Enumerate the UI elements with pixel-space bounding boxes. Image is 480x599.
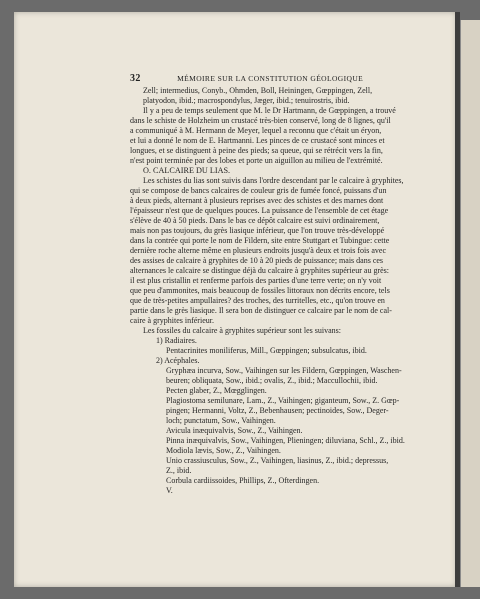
text-line: Avicula inæquivalvis, Sow., Z., Vaihingen.: [166, 426, 303, 435]
body-text: [130, 86, 435, 496]
text-line: beuren; obliquata, Sow., ibid.; ovalis, Z., ibid.; Maccullochii, ibid.: [166, 376, 378, 385]
text-line: s'élève de 40 à 50 pieds. Dans le bas ce dépôt calcaire est suivi ordinairement,: [130, 216, 380, 225]
text-line: Les schistes du lias sont suivis dans l'ordre descendant par le calcaire à gryphites,: [143, 176, 404, 185]
running-head: [130, 73, 435, 84]
text-line: Corbula cardiissoides, Phillips, Z., Ofterdingen.: [166, 476, 320, 485]
text-line: partie dans le grès liasique. Il sera bon de distinguer ce calcaire par le nom de cal-: [130, 306, 392, 315]
text-line: O. CALCAIRE DU LIAS.: [143, 166, 231, 175]
text-line: et lui a donné le nom de E. Hartmanni. Les pinces de ce crustacé sont minces et: [130, 136, 385, 145]
text-line: qui se compose de bancs calcaires de couleur gris de fumée foncé, puissans d'un: [130, 186, 387, 195]
text-line: dans la contrée qui porte le nom de Fildern, site entre Stuttgart et Tubingue: cette: [130, 236, 390, 245]
text-line: mais non pas toujours, du grès liasique inférieur, que l'on trouve très-développé: [130, 226, 385, 235]
text-line: loch; punctatum, Sow., Vaihingen.: [166, 416, 276, 425]
text-line: Zell; intermedius, Conyb., Ohmden, Boll, Heiningen, Gœppingen, Zell,: [143, 86, 373, 95]
text-line: 1) Radiaires.: [156, 336, 197, 345]
text-line: pingen; Hermanni, Voltz, Z., Bebenhausen; pectinoides, Sow., Deger-: [166, 406, 389, 415]
text-line: Modiola lævis, Sow., Z., Vaihingen.: [166, 446, 281, 455]
text-line: Il y a peu de temps seulement que M. le Dr Hartmann, de Gœppingen, a trouvé: [143, 106, 396, 115]
text-line: des assises de calcaire à gryphites de 10 à 20 pieds de puissance; mais dans ces: [130, 256, 384, 265]
text-line: que peu d'ammonites, mais beaucoup de fossiles littoraux non décrits encore, tels: [130, 286, 390, 295]
page-number: 32: [130, 73, 141, 84]
text-line: a communiqué à M. Hermann de Meyer, lequel a reconnu que c'était un éryon,: [130, 126, 382, 135]
text-line: Pentacrinites moniliferus, Mill., Gœppingen; subsulcatus, ibid.: [166, 346, 367, 355]
text-line: Unio crassiusculus, Sow., Z., Vaihingen, liasinus, Z., ibid.; depressus,: [166, 456, 389, 465]
text-line: 2) Acéphales.: [156, 356, 200, 365]
text-line: Plagiostoma semilunare, Lam., Z., Vaihingen; giganteum, Sow., Z. Gœp-: [166, 396, 400, 405]
text-line: caire à gryphites inférieur.: [130, 316, 214, 325]
text-line: n'est point terminée par des lobes et porte un aiguillon au milieu de l'extrémité.: [130, 156, 383, 165]
text-line: Les fossiles du calcaire à gryphites supérieur sont les suivans:: [143, 326, 341, 335]
next-page-edge: [460, 20, 480, 587]
text-line: dernière roche alterne même en plusieurs endroits jusqu'à deux et trois fois avec: [130, 246, 387, 255]
text-line: l'épaisseur n'est que de quelques pouces. La puissance de l'ensemble de cet étage: [130, 206, 389, 215]
text-line: Z., ibid.: [166, 466, 192, 475]
text-line: Pecten glaber, Z., Mœgglingen.: [166, 386, 267, 395]
text-line: Gryphæa incurva, Sow., Vaihingen sur les Fildern, Gœppingen, Waschen-: [166, 366, 402, 375]
text-line: Pinna inæquivalvis, Sow., Vaihingen, Plieningen; diluviana, Schl., Z., ibid.: [166, 436, 405, 445]
text-line: V.: [166, 486, 173, 495]
text-line: platyodon, ibid.; macrospondylus, Jæger, ibid.; tenuirostris, ibid.: [143, 96, 350, 105]
page-header-title: MÉMOIRE SUR LA CONSTITUTION GÉOLOGIQUE: [177, 74, 364, 83]
text-line: alternances le calcaire se distingue déjà du calcaire à gryphites supérieur au grès:: [130, 266, 389, 275]
text-line: que de très-petites ampullaires? des troches, des turritelles, etc., qu'on trouve en: [130, 296, 385, 305]
text-line: longues, et se distinguent à peine des pieds; sa queue, qui se rétrécit vers la fin,: [130, 146, 383, 155]
text-line: à deux pieds, alternant à plusieurs reprises avec des schistes et des marnes dont: [130, 196, 384, 205]
text-line: il est plus cristallin et renferme parfois des parties d'une terre verte; on n'y voit: [130, 276, 382, 285]
text-line: dans le schiste de Holzheim un crustacé très-bien conservé, long de 8 lignes, qu'il: [130, 116, 391, 125]
